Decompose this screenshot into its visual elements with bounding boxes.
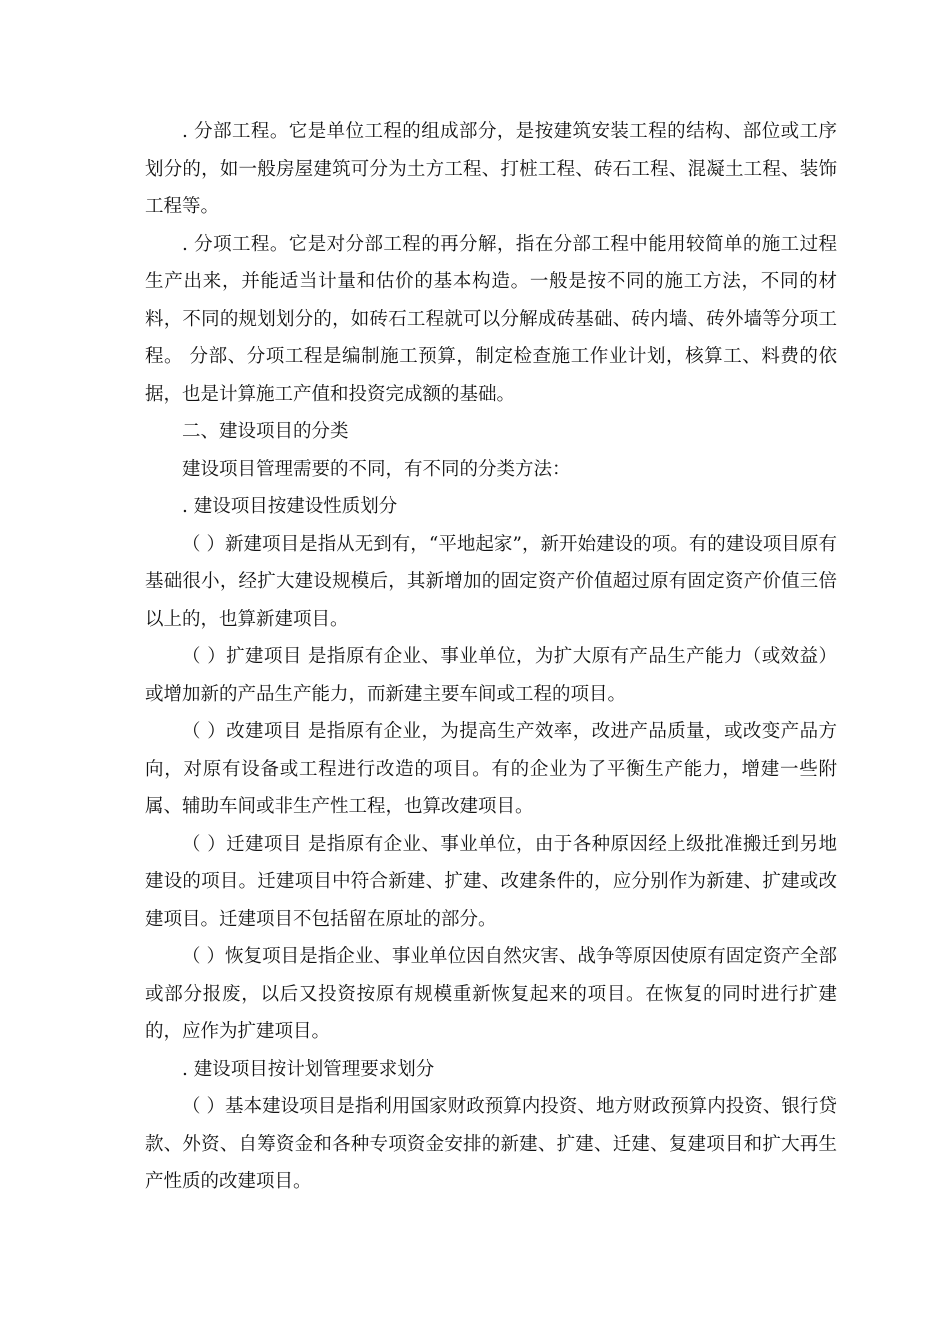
- subheading-by-nature: . 建设项目按建设性质划分: [182, 496, 398, 517]
- paragraph-relocation-project: （ ）迁建项目 是指原有企业、事业单位，由于各种原因经上级批准搬迁到另地建设的项目。迁建项目中符合新建、扩建、改建条件的，应分别作为新建、扩建或改建项目。迁建项目不包括留在原址的部分。: [145, 833, 837, 930]
- section-heading-classification: 二、建设项目的分类: [182, 421, 349, 442]
- paragraph-classification-intro: 建设项目管理需要的不同，有不同的分类方法：: [182, 458, 571, 480]
- document-body: [145, 113, 837, 1201]
- paragraph-capital-construction-project: （ ）基本建设项目是指利用国家财政预算内投资、地方财政预算内投资、银行贷款、外资、自筹资金和各种专项资金安排的新建、扩建、迁建、复建项目和扩大再生产性质的改建项目。: [145, 1096, 837, 1192]
- paragraph-restoration-project: （ ）恢复项目是指企业、事业单位因自然灾害、战争等原因使原有固定资产全部或部分报废，以后又投资按原有规模重新恢复起来的项目。在恢复的同时进行扩建的，应作为扩建项目。: [145, 946, 837, 1042]
- paragraph-sub-item-work: . 分项工程。它是对分部工程的再分解，指在分部工程中能用较简单的施工过程生产出来，并能适当计量和估价的基本构造。一般是按不同的施工方法，不同的材料，不同的规划划分的，如砖石工程就可以分解成砖基础、砖内墙、砖外墙等分项工程。 分部、分项工程是编制施工预算，制定检查施工作业计划，核算工、料费的依据，也是计算施工产值和投资完成额的基础。: [145, 233, 837, 405]
- paragraph-subdivision-work: . 分部工程。它是单位工程的组成部分，是按建筑安装工程的结构、部位或工序划分的，如一般房屋建筑可分为土方工程、打桩工程、砖石工程、混凝土工程、装饰工程等。: [145, 121, 837, 217]
- paragraph-new-project: （ ）新建项目是指从无到有，“平地起家”，新开始建设的项。有的建设项目原有基础很小，经扩大建设规模后，其新增加的固定资产价值超过原有固定资产价值三倍以上的，也算新建项目。: [145, 533, 837, 630]
- paragraph-expansion-project: （ ）扩建项目 是指原有企业、事业单位，为扩大原有产品生产能力（或效益）或增加新的产品生产能力，而新建主要车间或工程的项目。: [145, 646, 837, 705]
- paragraph-renovation-project: （ ）改建项目 是指原有企业，为提高生产效率，改进产品质量，或改变产品方向，对原有设备或工程进行改造的项目。有的企业为了平衡生产能力，增建一些附属、辅助车间或非生产性工程，也算改建项目。: [145, 721, 837, 817]
- subheading-by-plan-management: . 建设项目按计划管理要求划分: [182, 1058, 435, 1080]
